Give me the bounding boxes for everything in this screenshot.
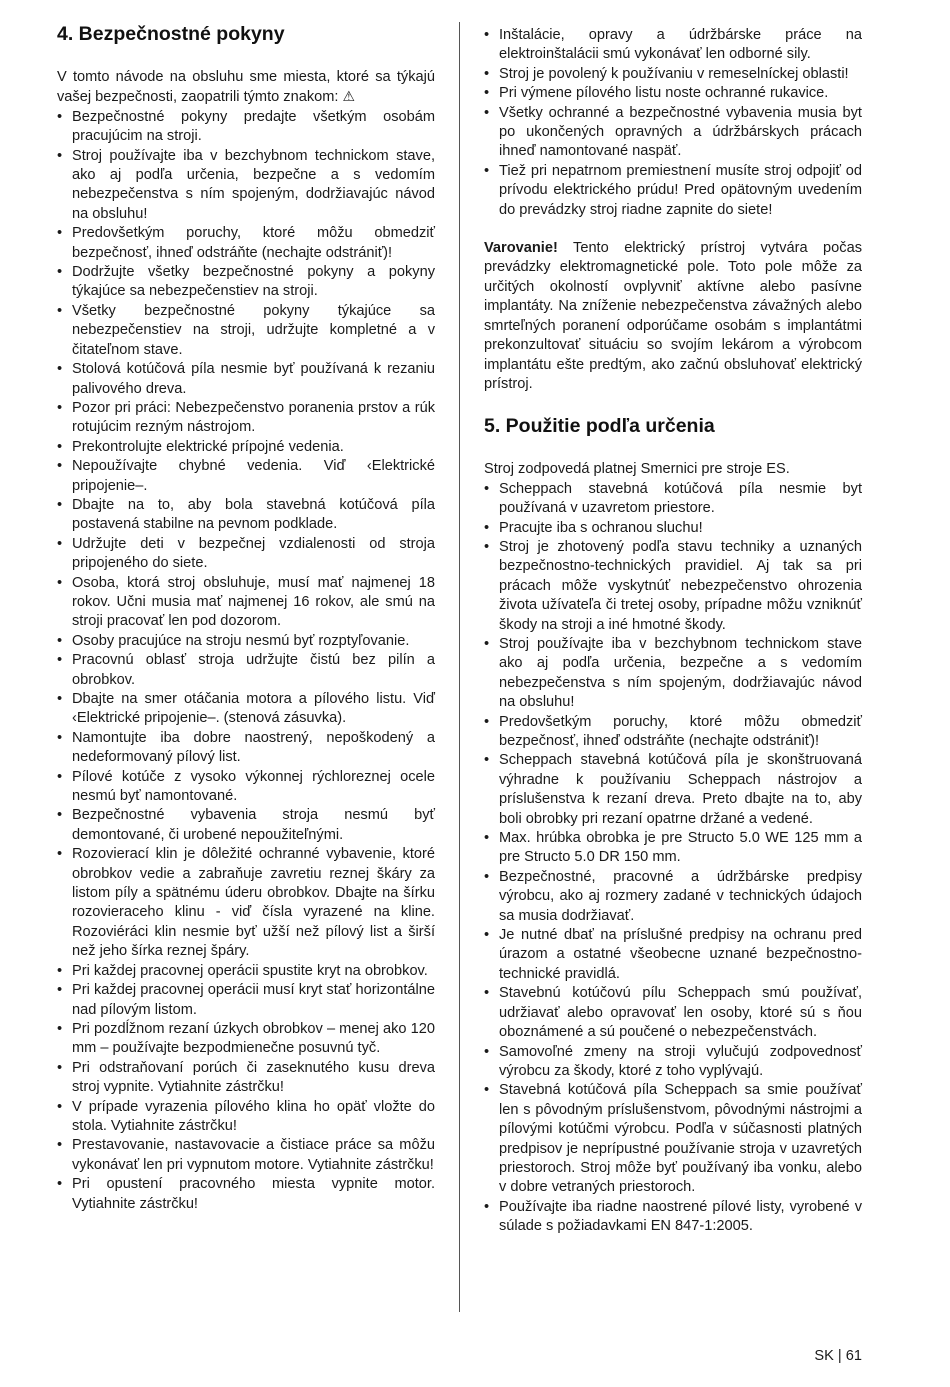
section-4-intro: V tomto návode na obsluhu sme miesta, ktoré sa týkajú vašej bezpečnosti, zaopatrili týmto znakom: ⚠ <box>57 69 435 106</box>
list-item: • V prípade vyrazenia pílového klina ho opäť vložte do stola. Vytiahnite zástrčku! <box>57 1098 435 1137</box>
warning-paragraph <box>484 239 862 394</box>
list-item: • Samovoľné zmeny na stroji vylučujú zodpovednosť výrobcu za škody, ktoré z toho vyplývajú. <box>484 1043 862 1082</box>
list-item: • Predovšetkým poruchy, ktoré môžu obmedziť bezpečnosť, ihneď odstráňte (nechajte odstrániť)! <box>57 224 435 263</box>
left-column <box>57 22 435 1214</box>
list-item: • Dbajte na smer otáčania motora a pílového listu. Viď ‹Elektrické pripojenie–. (stenová zásuvka). <box>57 690 435 729</box>
list-item: • Bezpečnostné, pracovné a údržbárske predpisy výrobcu, ako aj rozmery zadané v technických údajoch sa musia dodržiavať. <box>484 868 862 926</box>
list-item: • Pílové kotúče z vysoko výkonnej rýchloreznej ocele nesmú byť namontované. <box>57 768 435 807</box>
warning-label: Varovanie! <box>484 240 558 257</box>
list-item: • Stroj je zhotovený podľa stavu techniky a uznaných bezpečnostno-technických pravidiel. Aj tak sa pri prácach môže vyskytnúť nebezpečenstvo ohrozenia života užívateľa či tretej osoby, prípadne môžu vzniknúť škody na stroji a iné hmotné škody. <box>484 538 862 635</box>
section-4-continued-list <box>484 26 862 220</box>
section-4-list <box>57 108 435 1214</box>
list-item: • Prestavovanie, nastavovacie a čistiace práce sa môžu vykonávať len pri vypnutom motore. Vytiahnite zástrčku! <box>57 1136 435 1175</box>
section-5-title: 5. Použitie podľa určenia <box>484 415 715 438</box>
list-item: • Nepoužívajte chybné vedenia. Viď ‹Elektrické pripojenie–. <box>57 457 435 496</box>
section-4-title: 4. Bezpečnostné pokyny <box>57 23 285 45</box>
list-item: • Udržujte deti v bezpečnej vzdialenosti od stroja pripojeného do siete. <box>57 535 435 574</box>
list-item: • Stroj používajte iba v bezchybnom technickom stave ako aj podľa určenia, bezpečne a s vedomím nebezpečenstva s ním spojeným, dodržiavajúc návod na obsluhu! <box>484 635 862 713</box>
list-item: • Scheppach stavebná kotúčová píla nesmie byt používaná v uzavretom priestore. <box>484 480 862 519</box>
list-item: • Pracovnú oblasť stroja udržujte čistú bez pilín a obrobkov. <box>57 651 435 690</box>
list-item: • Stroj je povolený k používaniu v remeselníckej oblasti! <box>484 65 862 84</box>
column-divider <box>459 22 460 1312</box>
page-number: SK | 61 <box>814 1348 862 1364</box>
list-item: • Max. hrúbka obrobka je pre Structo 5.0 WE 125 mm a pre Structo 5.0 DR 150 mm. <box>484 829 862 868</box>
list-item: • Stavebnú kotúčovú pílu Scheppach smú používať, udržiavať alebo opravovať len osoby, ktoré sú s ňou oboznámené a sú poučené o nebezpečenstvách. <box>484 984 862 1042</box>
list-item: • Tiež pri nepatrnom premiestnení musíte stroj odpojiť od prívodu elektrického prúdu! Pred opätovným uvedením do prevádzky stroj riadne zapnite do siete! <box>484 162 862 220</box>
list-item: • Inštalácie, opravy a údržbárske práce na elektroinštalácii smú vykonávať len odborné sily. <box>484 26 862 65</box>
list-item: • Všetky bezpečnostné pokyny týkajúce sa nebezpečenstiev na stroji, udržujte kompletné a v čitateľnom stave. <box>57 302 435 360</box>
list-item: • Pri každej pracovnej operácii spustite kryt na obrobkov. <box>57 962 435 981</box>
section-5-intro: Stroj zodpovedá platnej Smernici pre stroje ES. <box>484 461 790 478</box>
list-item: • Je nutné dbať na príslušné predpisy na ochranu pred úrazom a ostatné všeobecne uznané bezpečnostno-technické pravidlá. <box>484 926 862 984</box>
list-item: • Všetky ochranné a bezpečnostné vybavenia musia byt po ukončených opravných a údržbárskych prácach ihneď namontované naspäť. <box>484 104 862 162</box>
warning-triangle-icon: ⚠ <box>342 88 356 105</box>
list-item: • Dodržujte všetky bezpečnostné pokyny a pokyny týkajúce sa nebezpečenstiev na stroji. <box>57 263 435 302</box>
list-item: • Stavebná kotúčová píla Scheppach sa smie používať len s pôvodným príslušenstvom, pôvodnými nástrojmi a pílovými kotúčmi výrobcu. Podľa v súčasnosti platných predpisov je neprípustné používanie stroja v uzavretých priestoroch. Stroj môže byť používaný iba vonku, alebo v dobre vetraných priestoroch. <box>484 1081 862 1197</box>
list-item: • Predovšetkým poruchy, ktoré môžu obmedziť bezpečnosť, ihneď odstráňte (nechajte odstrániť)! <box>484 713 862 752</box>
list-item: • Pri odstraňovaní porúch či zaseknutého kusu dreva stroj vypnite. Vytiahnite zástrčku! <box>57 1059 435 1098</box>
list-item: • Pri výmene pílového listu noste ochranné rukavice. <box>484 84 862 103</box>
list-item: • Prekontrolujte elektrické prípojné vedenia. <box>57 438 435 457</box>
list-item: • Bezpečnostné vybavenia stroja nesmú byť demontované, či urobené nepoužiteľnými. <box>57 806 435 845</box>
list-item: • Rozovierací klin je dôležité ochranné vybavenie, ktoré obrobkov vedie a zabraňuje zavretiu reznej škáry za listom píly a spätnému úderu obrobkov. Dbajte na šírku rozovieraceho klinu - viď čísla vyrazené na kline. Rozoviéráci klin nesmie byť užší než pílový list a širší než jeho šírka reznej špáry. <box>57 845 435 961</box>
right-column <box>484 26 862 1237</box>
list-item: • Používajte iba riadne naostrené pílové listy, vyrobené v súlade s požiadavkami EN 847-1:2005. <box>484 1198 862 1237</box>
warning-text: Tento elektrický prístroj vytvára počas prevádzky elektromagnetické pole. Toto pole môže za určitých okolností ovplyvniť aktívne alebo pasívne implantáty. Na zníženie nebezpečenstva závažných alebo smrteľných poranení odporúčame osobám s implantátmi prekonzultovať situáciu so svojím lekárom a výrobcom implantátu ešte predtým, ako začnú obsluhovať elektrický prístroj. <box>484 240 862 392</box>
list-item: • Pri opustení pracovného miesta vypnite motor. Vytiahnite zástrčku! <box>57 1175 435 1214</box>
list-item: • Pozor pri práci: Nebezpečenstvo poranenia prstov a rúk rotujúcim rezným nástrojom. <box>57 399 435 438</box>
section-5-list <box>484 480 862 1237</box>
list-item: • Pracujte iba s ochranou sluchu! <box>484 519 862 538</box>
list-item: • Stolová kotúčová píla nesmie byť používaná k rezaniu palivového dreva. <box>57 360 435 399</box>
list-item: • Pri každej pracovnej operácii musí kryt stať horizontálne nad pílovým listom. <box>57 981 435 1020</box>
list-item: • Namontujte iba dobre naostrený, nepoškodený a nedeformovaný pílový list. <box>57 729 435 768</box>
list-item: • Stroj používajte iba v bezchybnom technickom stave, ako aj podľa určenia, bezpečne a s vedomím nebezpečenstva s ním spojeným, dodržiavajúc návod na obsluhu! <box>57 147 435 225</box>
list-item: • Osoba, ktorá stroj obsluhuje, musí mať najmenej 18 rokov. Učni musia mať najmenej 16 rokov, ale smú na stroji pracovať len pod dozorom. <box>57 574 435 632</box>
list-item: • Dbajte na to, aby bola stavebná kotúčová píla postavená stabilne na pevnom podklade. <box>57 496 435 535</box>
list-item: • Bezpečnostné pokyny predajte všetkým osobám pracujúcim na stroji. <box>57 108 435 147</box>
list-item: • Pri pozdĺžnom rezaní úzkych obrobkov – menej ako 120 mm – používajte bezpodmienečne posuvnú tyč. <box>57 1020 435 1059</box>
list-item: • Scheppach stavebná kotúčová píla je skonštruovaná výhradne k používaniu Scheppach nástrojov a príslušenstva k rezaní dreva. Preto dbajte na to, aby boli obrobky pri rezaní opatrne držané a vedené. <box>484 751 862 829</box>
list-item: • Osoby pracujúce na stroju nesmú byť rozptyľovanie. <box>57 632 435 651</box>
